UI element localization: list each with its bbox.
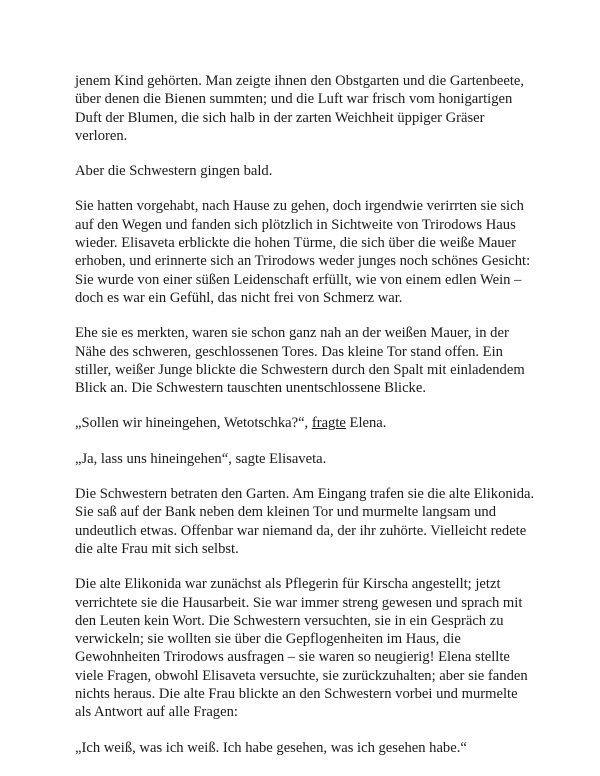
paragraph-5 <box>75 414 535 432</box>
paragraph-3: Sie hatten vorgehabt, nach Hause zu gehen, doch irgendwie verirrten sie sich auf den Wegen und fanden sich plötzlich in Sichtweite von Trirodows Haus wieder. Elisaveta erblickte die hohen Türme, die sich über die weiße Mauer erhoben, und erinnerte sich an Trirodows weder junges noch schönes Gesicht: Sie wurde von einer süßen Leidenschaft erfüllt, wie von einem edlen Wein – doch es war ein Gefühl, das nicht frei von Schmerz war. <box>75 198 531 306</box>
paragraph-7: Die Schwestern betraten den Garten. Am Eingang trafen sie die alte Elikonida. Sie saß auf der Bank neben dem kleinen Tor und murmelte langsam und undeutlich etwas. Offenbar war niemand da, der ihr zuhörte. Vielleicht redete die alte Frau mit sich selbst. <box>75 486 535 557</box>
paragraph-1: jenem Kind gehörten. Man zeigte ihnen den Obstgarten und die Gartenbeete, über denen die Bienen summten; und die Luft war frisch vom honigartigen Duft der Blumen, die sich halb in der zarten Weichheit üppiger Gräser verloren. <box>75 73 525 144</box>
paragraph-6: „Ja, lass uns hineingehen“, sagte Elisaveta. <box>75 450 327 467</box>
document-page <box>75 72 535 774</box>
paragraph-2: Aber die Schwestern gingen bald. <box>75 163 273 180</box>
paragraph-9: „Ich weiß, was ich weiß. Ich habe gesehen, was ich gesehen habe.“ <box>75 739 467 756</box>
paragraph-5-text-end: Elena. <box>345 415 387 432</box>
paragraph-4: Ehe sie es merkten, waren sie schon ganz nah an der weißen Mauer, in der Nähe des schweren, geschlossenen Tores. Das kleine Tor stand offen. Ein stiller, weißer Junge blickte die Schwestern durch den Spalt mit einladendem Blick an. Die Schwestern tauschten unentschlossene Blicke. <box>75 325 525 397</box>
paragraph-5-text-start: „Sollen wir hineingehen, Wetotschka?“, <box>75 415 312 432</box>
paragraph-8: Die alte Elikonida war zunächst als Pflegerin für Kirscha angestellt; jetzt verrichtete sie die Hausarbeit. Sie war immer streng gewesen und sprach mit den Leuten kein Wort. Die Schwestern versuchten, sie in ein Gespräch zu verwickeln; sie wollten sie über die Gepflogenheiten im Haus, die Gewohnheiten Trirodows ausfragen – sie waren so neugierig! Elena stellte viele Fragen, obwohl Elisaveta versuchte, sie zurückzuhalten; aber sie fanden nichts heraus. Die alte Frau blickte an den Schwestern vorbei und murmelte als Antwort auf alle Fragen: <box>75 576 528 721</box>
fragte-link[interactable]: fragte <box>311 415 346 432</box>
